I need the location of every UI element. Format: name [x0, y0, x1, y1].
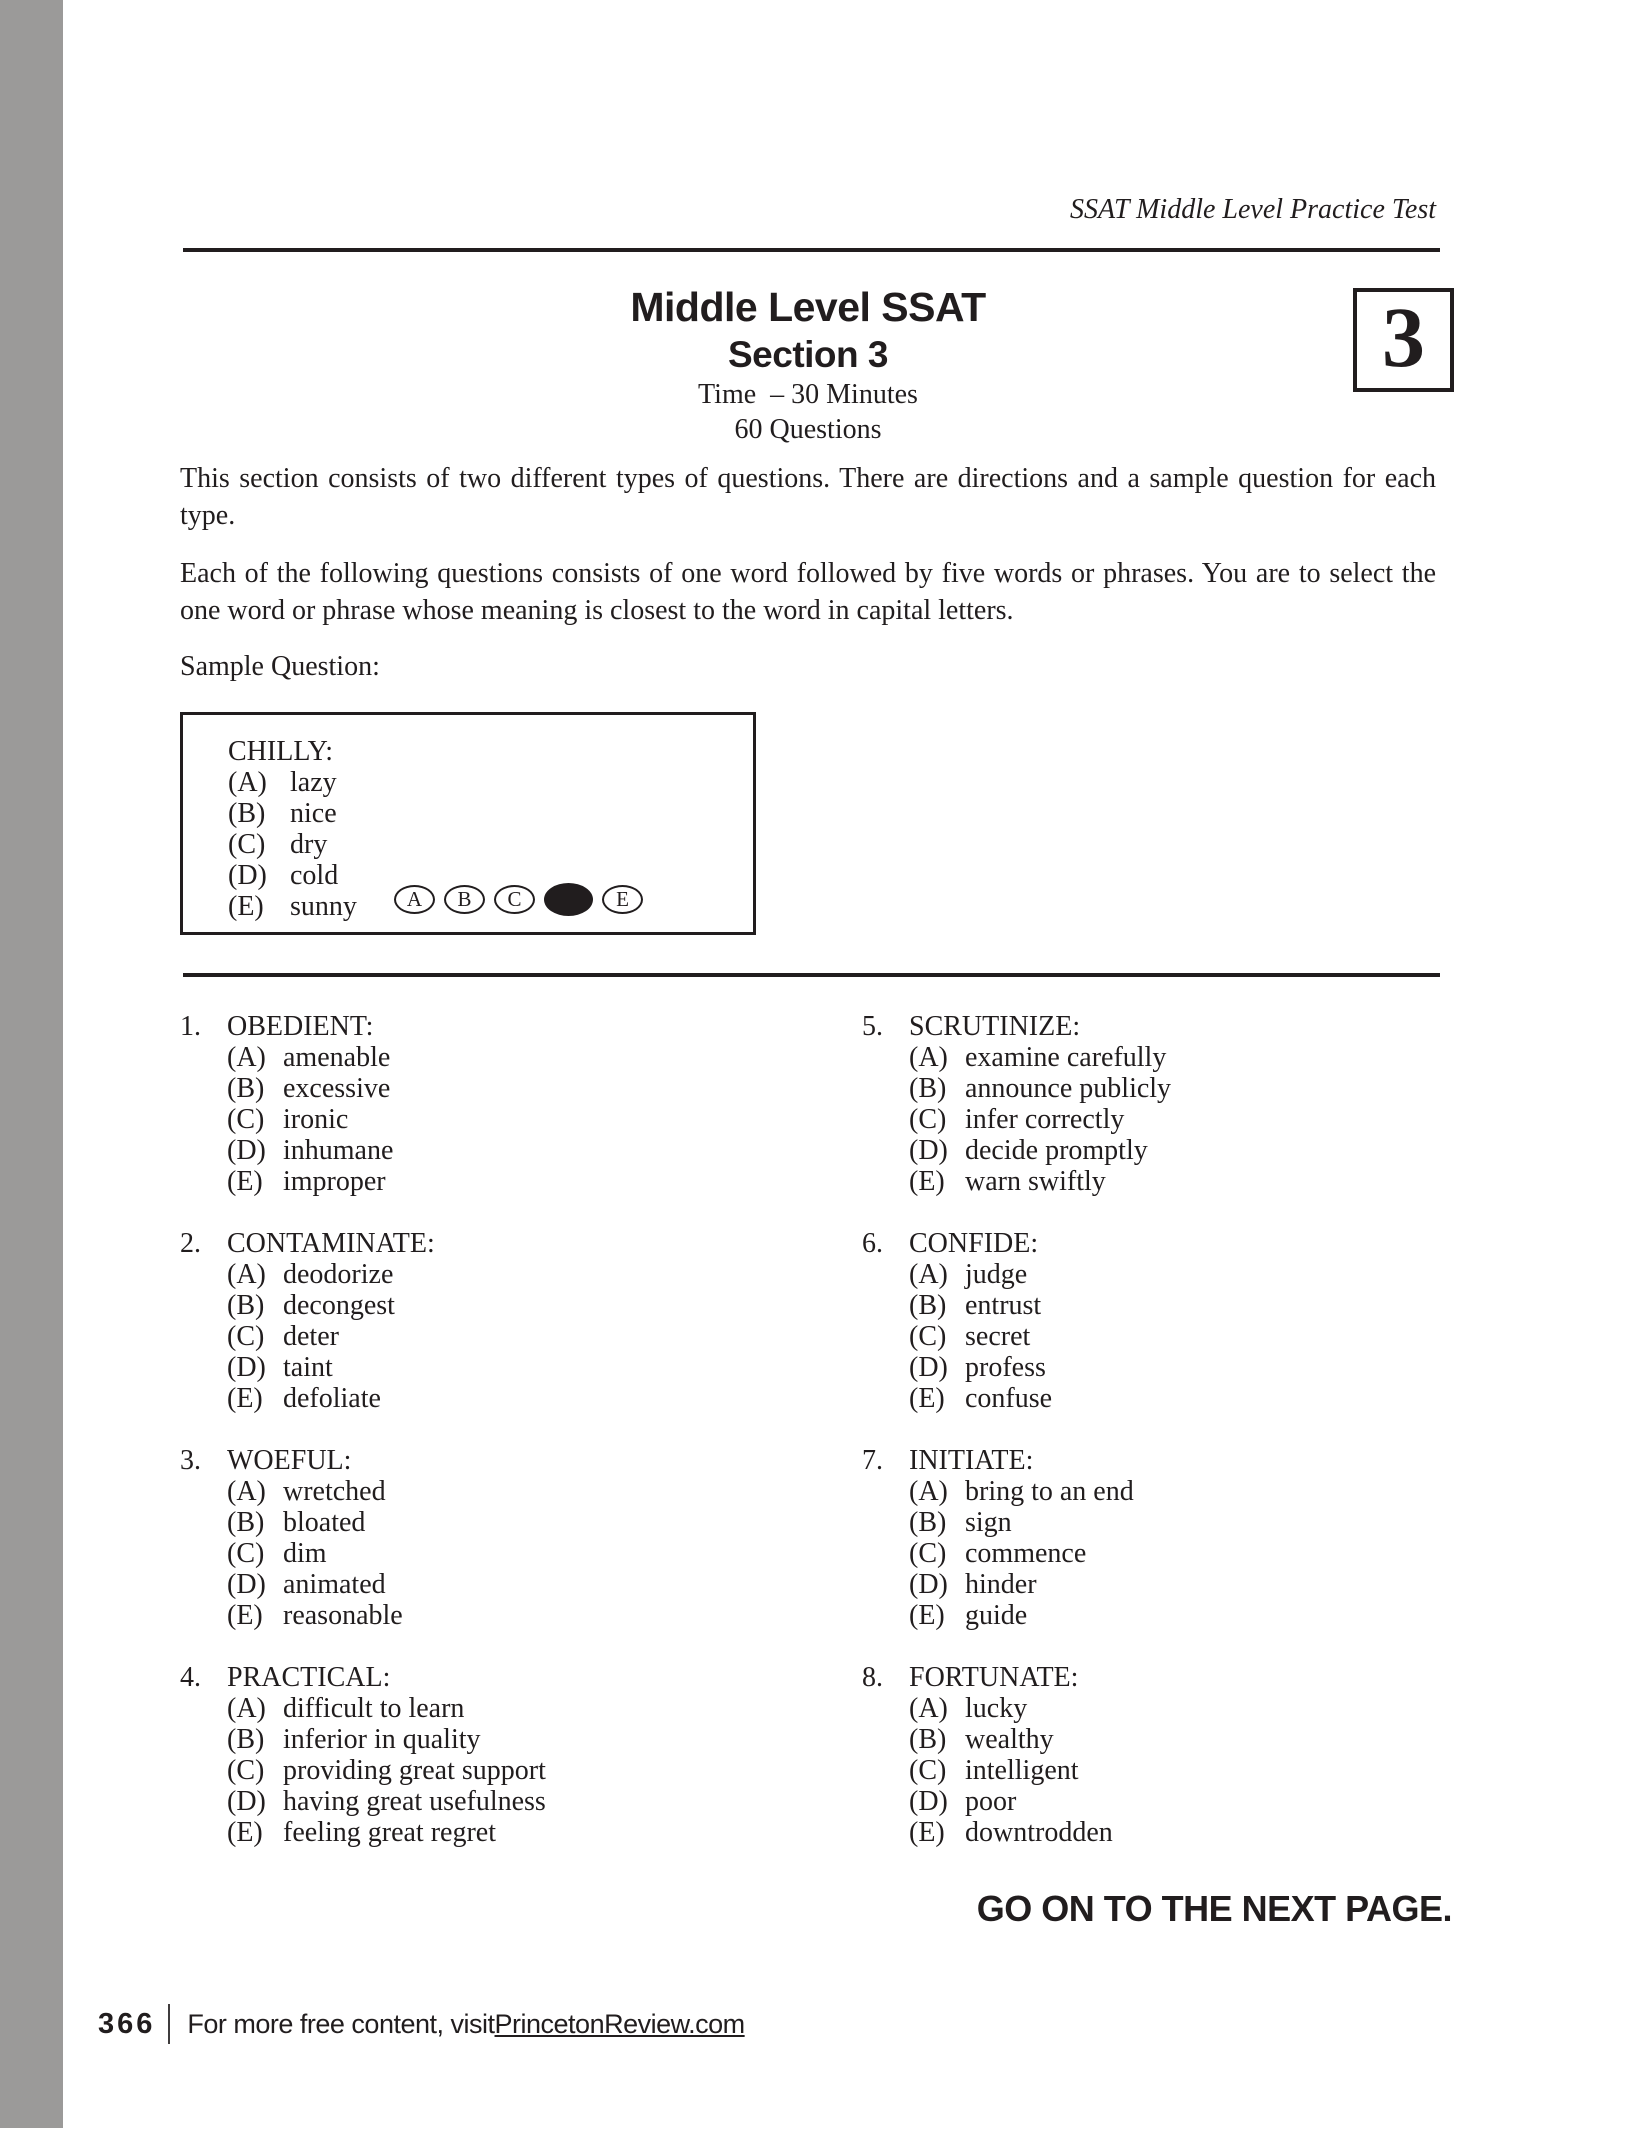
choice-text: decongest [283, 1290, 395, 1321]
question-number: 2. [180, 1228, 201, 1259]
answer-choice [862, 1104, 1436, 1135]
choice-letter: (E) [227, 1383, 263, 1414]
page-number: 366 [98, 2007, 156, 2040]
answer-choice [862, 1476, 1436, 1507]
choice-letter: (E) [228, 891, 264, 922]
choice-text: lazy [290, 767, 337, 798]
choice-letter: (E) [909, 1383, 945, 1414]
answer-choice [180, 1507, 862, 1538]
choice-text: wealthy [965, 1724, 1054, 1755]
answer-choice [180, 1166, 862, 1197]
choice-letter: (B) [909, 1724, 947, 1755]
answer-choice [180, 1538, 862, 1569]
question-stem: OBEDIENT: [227, 1011, 374, 1042]
answer-bubbles [394, 883, 643, 916]
answer-choice [862, 1507, 1436, 1538]
choice-letter: (D) [227, 1786, 266, 1817]
question-head [180, 1445, 862, 1476]
choice-text: profess [965, 1352, 1046, 1383]
choice-letter: (B) [227, 1290, 265, 1321]
question-head [862, 1228, 1436, 1259]
answer-choice [862, 1600, 1436, 1631]
answer-choice [180, 1135, 862, 1166]
sample-choice [228, 767, 753, 798]
header-rule [183, 248, 1440, 252]
choice-letter: (A) [909, 1042, 948, 1073]
answer-choice [180, 1042, 862, 1073]
choice-letter: (C) [909, 1538, 947, 1569]
question-head [180, 1228, 862, 1259]
question-4 [180, 1662, 862, 1848]
question-number: 8. [862, 1662, 883, 1693]
section-number: 3 [1382, 289, 1425, 385]
choice-letter: (C) [227, 1755, 265, 1786]
question-number: 4. [180, 1662, 201, 1693]
choice-text: intelligent [965, 1755, 1079, 1786]
answer-bubble-e: E [602, 885, 643, 914]
question-7 [862, 1445, 1436, 1631]
questions-columns [180, 1011, 1436, 1879]
footer-text: For more free content, visit [187, 2008, 495, 2039]
question-stem: CONTAMINATE: [227, 1228, 435, 1259]
question-6 [862, 1228, 1436, 1414]
answer-choice [862, 1693, 1436, 1724]
question-stem: WOEFUL: [227, 1445, 352, 1476]
choice-text: confuse [965, 1383, 1053, 1414]
choice-letter: (C) [227, 1104, 265, 1135]
footer-divider [168, 2004, 170, 2044]
choice-letter: (B) [227, 1507, 265, 1538]
choice-letter: (A) [909, 1476, 948, 1507]
question-stem: INITIATE: [909, 1445, 1034, 1476]
answer-choice [180, 1290, 862, 1321]
sample-question-label: Sample Question: [180, 651, 380, 682]
question-5 [862, 1011, 1436, 1197]
page-footer [98, 2004, 745, 2044]
answer-choice [862, 1817, 1436, 1848]
question-2 [180, 1228, 862, 1414]
sample-question-box [180, 712, 756, 935]
choice-letter: (E) [909, 1600, 945, 1631]
sample-choice [228, 829, 753, 860]
answer-choice [862, 1290, 1436, 1321]
question-3 [180, 1445, 862, 1631]
questions-divider-rule [183, 973, 1440, 977]
choice-letter: (E) [909, 1817, 945, 1848]
footer-link[interactable]: PrincetonReview.com [494, 2008, 745, 2039]
answer-choice [180, 1724, 862, 1755]
choice-text: defoliate [283, 1383, 381, 1414]
choice-letter: (A) [909, 1259, 948, 1290]
question-head [862, 1445, 1436, 1476]
running-header: SSAT Middle Level Practice Test [1069, 194, 1436, 225]
choice-text: secret [965, 1321, 1031, 1352]
choice-letter: (C) [909, 1755, 947, 1786]
choice-letter: (C) [227, 1538, 265, 1569]
choice-letter: (D) [227, 1135, 266, 1166]
answer-choice [180, 1383, 862, 1414]
answer-choice [180, 1600, 862, 1631]
choice-text: judge [965, 1259, 1028, 1290]
choice-letter: (B) [227, 1073, 265, 1104]
intro-paragraph-2: Each of the following questions consists of one word followed by five words or phrases. You are to select the one word or phrase whose meaning is closest to the word in capital letters. [180, 558, 1436, 626]
choice-text: dry [290, 829, 328, 860]
choice-text: announce publicly [965, 1073, 1172, 1104]
choice-text: warn swiftly [965, 1166, 1106, 1197]
question-1 [180, 1011, 862, 1197]
sample-choice [228, 798, 753, 829]
answer-choice [862, 1166, 1436, 1197]
answer-choice [180, 1569, 862, 1600]
answer-choice [862, 1073, 1436, 1104]
choice-text: decide promptly [965, 1135, 1148, 1166]
answer-choice [862, 1755, 1436, 1786]
answer-choice [862, 1352, 1436, 1383]
answer-choice [862, 1724, 1436, 1755]
choice-text: excessive [283, 1073, 391, 1104]
answer-choice [862, 1259, 1436, 1290]
choice-letter: (D) [227, 1569, 266, 1600]
question-stem: CONFIDE: [909, 1228, 1039, 1259]
choice-letter: (A) [228, 767, 267, 798]
choice-text: dim [283, 1538, 327, 1569]
answer-choice [180, 1352, 862, 1383]
choice-letter: (A) [909, 1693, 948, 1724]
choice-letter: (B) [228, 798, 266, 829]
choice-letter: (E) [227, 1817, 263, 1848]
choice-letter: (A) [227, 1693, 266, 1724]
choice-text: inhumane [283, 1135, 394, 1166]
choice-text: feeling great regret [283, 1817, 496, 1848]
choice-text: taint [283, 1352, 333, 1383]
answer-choice [180, 1073, 862, 1104]
answer-choice [180, 1321, 862, 1352]
choice-letter: (E) [227, 1166, 263, 1197]
answer-bubble-b: B [444, 885, 485, 914]
choice-letter: (C) [909, 1321, 947, 1352]
answer-bubble-a: A [394, 885, 435, 914]
choice-text: reasonable [283, 1600, 403, 1631]
questions-column-right [862, 1011, 1436, 1879]
choice-letter: (D) [909, 1569, 948, 1600]
question-stem: PRACTICAL: [227, 1662, 391, 1693]
answer-choice [862, 1569, 1436, 1600]
choice-text: inferior in quality [283, 1724, 481, 1755]
answer-choice [862, 1786, 1436, 1817]
choice-text: wretched [283, 1476, 386, 1507]
choice-text: bring to an end [965, 1476, 1134, 1507]
question-number: 7. [862, 1445, 883, 1476]
choice-text: infer correctly [965, 1104, 1125, 1135]
answer-choice [862, 1135, 1436, 1166]
choice-letter: (C) [227, 1321, 265, 1352]
choice-text: guide [965, 1600, 1028, 1631]
sample-stem: CHILLY: [228, 736, 334, 767]
choice-letter: (D) [909, 1135, 948, 1166]
choice-text: ironic [283, 1104, 349, 1135]
choice-letter: (E) [909, 1166, 945, 1197]
choice-text: providing great support [283, 1755, 546, 1786]
go-on-instruction: GO ON TO THE NEXT PAGE. [976, 1888, 1452, 1929]
questions-column-left [180, 1011, 862, 1879]
answer-choice [180, 1259, 862, 1290]
question-head [180, 1662, 862, 1693]
choice-text: deodorize [283, 1259, 394, 1290]
question-head [180, 1011, 862, 1042]
answer-choice [180, 1476, 862, 1507]
choice-letter: (A) [227, 1476, 266, 1507]
choice-text: difficult to learn [283, 1693, 465, 1724]
question-number: 3. [180, 1445, 201, 1476]
choice-letter: (B) [909, 1073, 947, 1104]
question-number: 1. [180, 1011, 201, 1042]
time-limit: Time – 30 Minutes [698, 379, 918, 410]
choice-text: lucky [965, 1693, 1028, 1724]
choice-text: entrust [965, 1290, 1042, 1321]
answer-bubble-c: C [494, 885, 535, 914]
title-block [180, 282, 1436, 446]
answer-choice [180, 1817, 862, 1848]
question-number: 6. [862, 1228, 883, 1259]
choice-letter: (B) [227, 1724, 265, 1755]
choice-text: amenable [283, 1042, 391, 1073]
question-8 [862, 1662, 1436, 1848]
choice-letter: (D) [909, 1352, 948, 1383]
choice-letter: (E) [227, 1600, 263, 1631]
question-stem: FORTUNATE: [909, 1662, 1079, 1693]
choice-text: nice [290, 798, 337, 829]
choice-text: bloated [283, 1507, 366, 1538]
answer-choice [180, 1104, 862, 1135]
choice-letter: (C) [228, 829, 266, 860]
choice-text: cold [290, 860, 339, 891]
choice-letter: (B) [909, 1507, 947, 1538]
answer-choice [180, 1786, 862, 1817]
answer-choice [180, 1693, 862, 1724]
answer-choice [862, 1321, 1436, 1352]
choice-letter: (D) [909, 1786, 948, 1817]
choice-letter: (B) [909, 1290, 947, 1321]
choice-text: sunny [290, 891, 357, 922]
question-stem: SCRUTINIZE: [909, 1011, 1081, 1042]
choice-text: deter [283, 1321, 339, 1352]
test-title: Middle Level SSAT [630, 284, 986, 330]
choice-letter: (D) [228, 860, 267, 891]
choice-letter: (A) [227, 1042, 266, 1073]
choice-text: improper [283, 1166, 386, 1197]
choice-text: examine carefully [965, 1042, 1167, 1073]
choice-text: sign [965, 1507, 1012, 1538]
choice-text: animated [283, 1569, 386, 1600]
question-head [862, 1011, 1436, 1042]
intro-paragraph-1: This section consists of two different types of questions. There are directions and a sample question for each type. [180, 463, 1436, 531]
answer-choice [862, 1538, 1436, 1569]
section-title: Section 3 [728, 334, 888, 375]
answer-bubble-d-filled [544, 883, 593, 916]
choice-text: hinder [965, 1569, 1037, 1600]
choice-text: downtrodden [965, 1817, 1113, 1848]
question-head [862, 1662, 1436, 1693]
choice-text: commence [965, 1538, 1087, 1569]
choice-letter: (D) [227, 1352, 266, 1383]
answer-choice [862, 1042, 1436, 1073]
question-count: 60 Questions [734, 414, 882, 445]
answer-choice [862, 1383, 1436, 1414]
choice-letter: (A) [227, 1259, 266, 1290]
answer-choice [180, 1755, 862, 1786]
page-edge-band [0, 0, 63, 2128]
choice-text: having great usefulness [283, 1786, 546, 1817]
choice-letter: (C) [909, 1104, 947, 1135]
question-number: 5. [862, 1011, 883, 1042]
choice-text: poor [965, 1786, 1017, 1817]
